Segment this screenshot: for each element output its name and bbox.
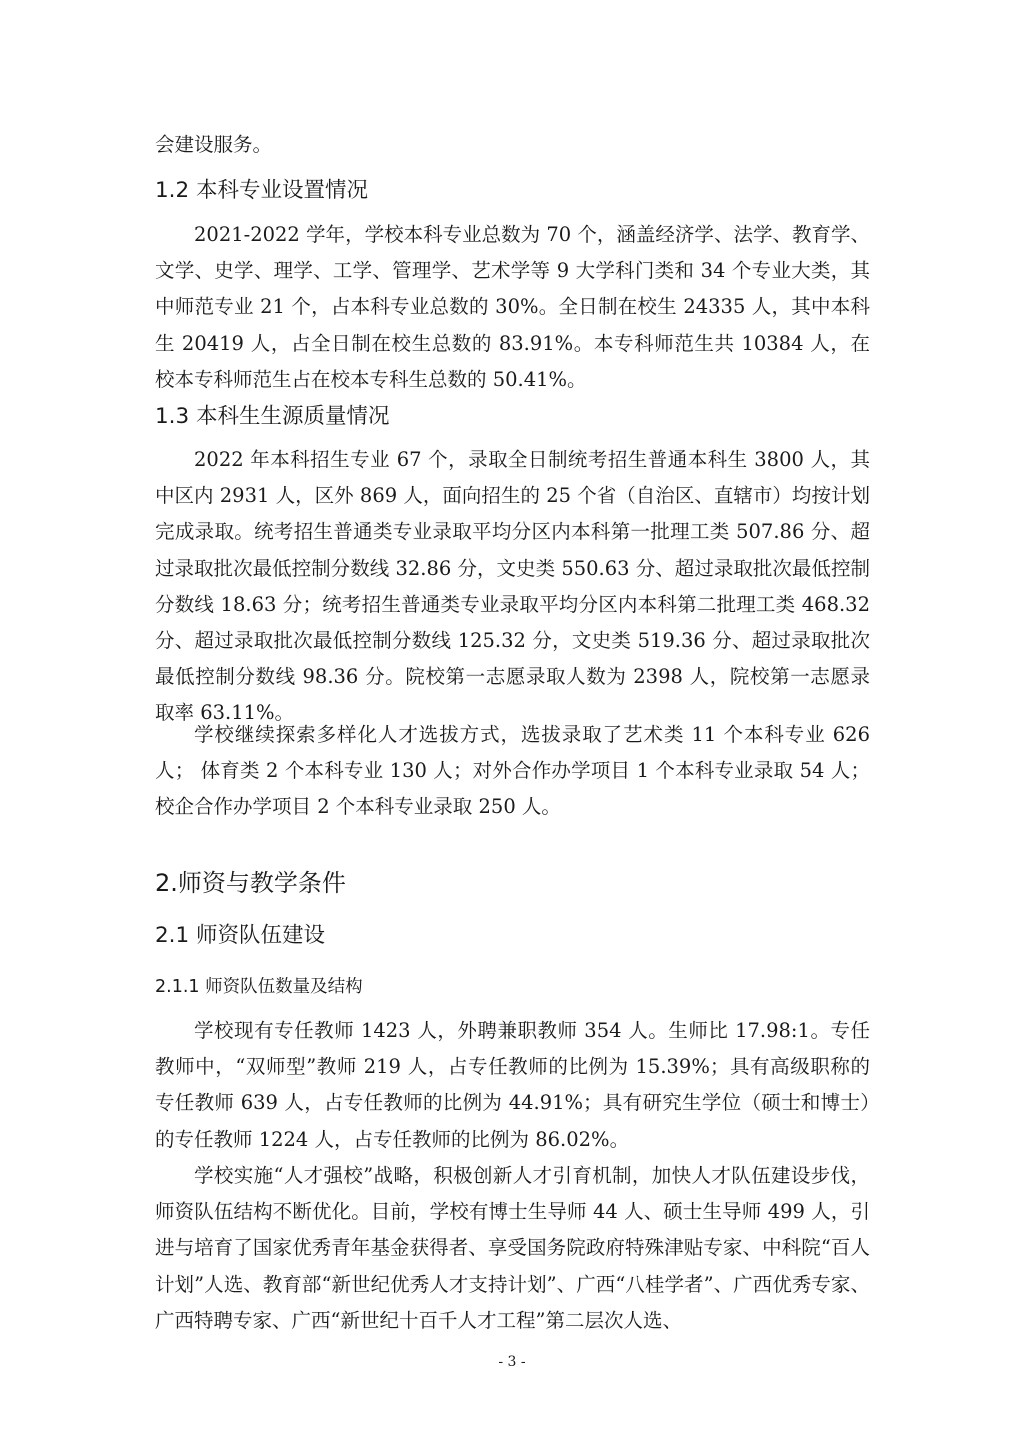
page-number: - 3 - [498,1354,526,1370]
section-heading-1-3: 1.3 本科生生源质量情况 [155,404,390,429]
continuation-paragraph: 会建设服务。 [155,133,273,156]
paragraph-talent-strategy: 学校实施“人才强校”战略，积极创新人才引育机制，加快人才队伍建设步伐，师资队伍结构不断优化。目前，学校有博士生导师 44 人、硕士生导师 499 人，引进与培育了国家优秀青年基金获得者、享受国务院政府特殊津贴专家、中科院“百人计划”人选、教育部“新世纪优秀人才支持计划”、广西“八桂学者”、广西优秀专家、广西特聘专家、广西“新世纪十百千人才工程”第二层次人选、 [155,1164,870,1332]
chapter-heading-2: 2.师资与教学条件 [155,869,346,897]
paragraph-faculty-numbers: 学校现有专任教师 1423 人，外聘兼职教师 354 人。生师比 17.98:1。专任教师中，“双师型”教师 219 人，占专任教师的比例为 15.39%；具有高级职称的专任教师 639 人，占专任教师的比例为 44.91%；具有研究生学位（硕士和博士）的专任教师 1224 人，占专任教师的比例为 86.02%。 [155,1019,870,1151]
subsection-heading-2-1-1: 2.1.1 师资队伍数量及结构 [155,977,363,997]
paragraph-admission-quality: 2022 年本科招生专业 67 个，录取全日制统考招生普通本科生 3800 人，其中区内 2931 人，区外 869 人，面向招生的 25 个省（自治区、直辖市）均按计划完成录取。统考招生普通类专业录取平均分区内本科第一批理工类 507.86 分、超过录取批次最低控制分数线 32.86 分，文史类 550.63 分、超过录取批次最低控制分数线 18.63 分；统考招生普通类专业录取平均分区内本科第二批理工类 468.32 分、超过录取批次最低控制分数线 125.32 分，文史类 519.36 分、超过录取批次最低控制分数线 98.36 分。院校第一志愿录取人数为 2398 人，院校第一志愿录取率 63.11%。 [155,448,870,725]
paragraph-major-settings: 2021-2022 学年，学校本科专业总数为 70 个，涵盖经济学、法学、教育学、文学、史学、理学、工学、管理学、艺术学等 9 大学科门类和 34 个专业大类，其中师范专业 21 个，占本科专业总数的 30%。全日制在校生 24335 人，其中本科生 20419 人，占全日制在校生总数的 83.91%。本专科师范生共 10384 人，在校本专科师范生占在校本专科生总数的 50.41%。 [155,223,870,391]
section-heading-1-2: 1.2 本科专业设置情况 [155,178,369,203]
section-heading-2-1: 2.1 师资队伍建设 [155,923,326,948]
paragraph-talent-selection: 学校继续探索多样化人才选拔方式，选拔录取了艺术类 11 个本科专业 626 人； 体育类 2 个本科专业 130 人；对外合作办学项目 1 个本科专业录取 54 人；校企合作办学项目 2 个本科专业录取 250 人。 [155,723,870,819]
